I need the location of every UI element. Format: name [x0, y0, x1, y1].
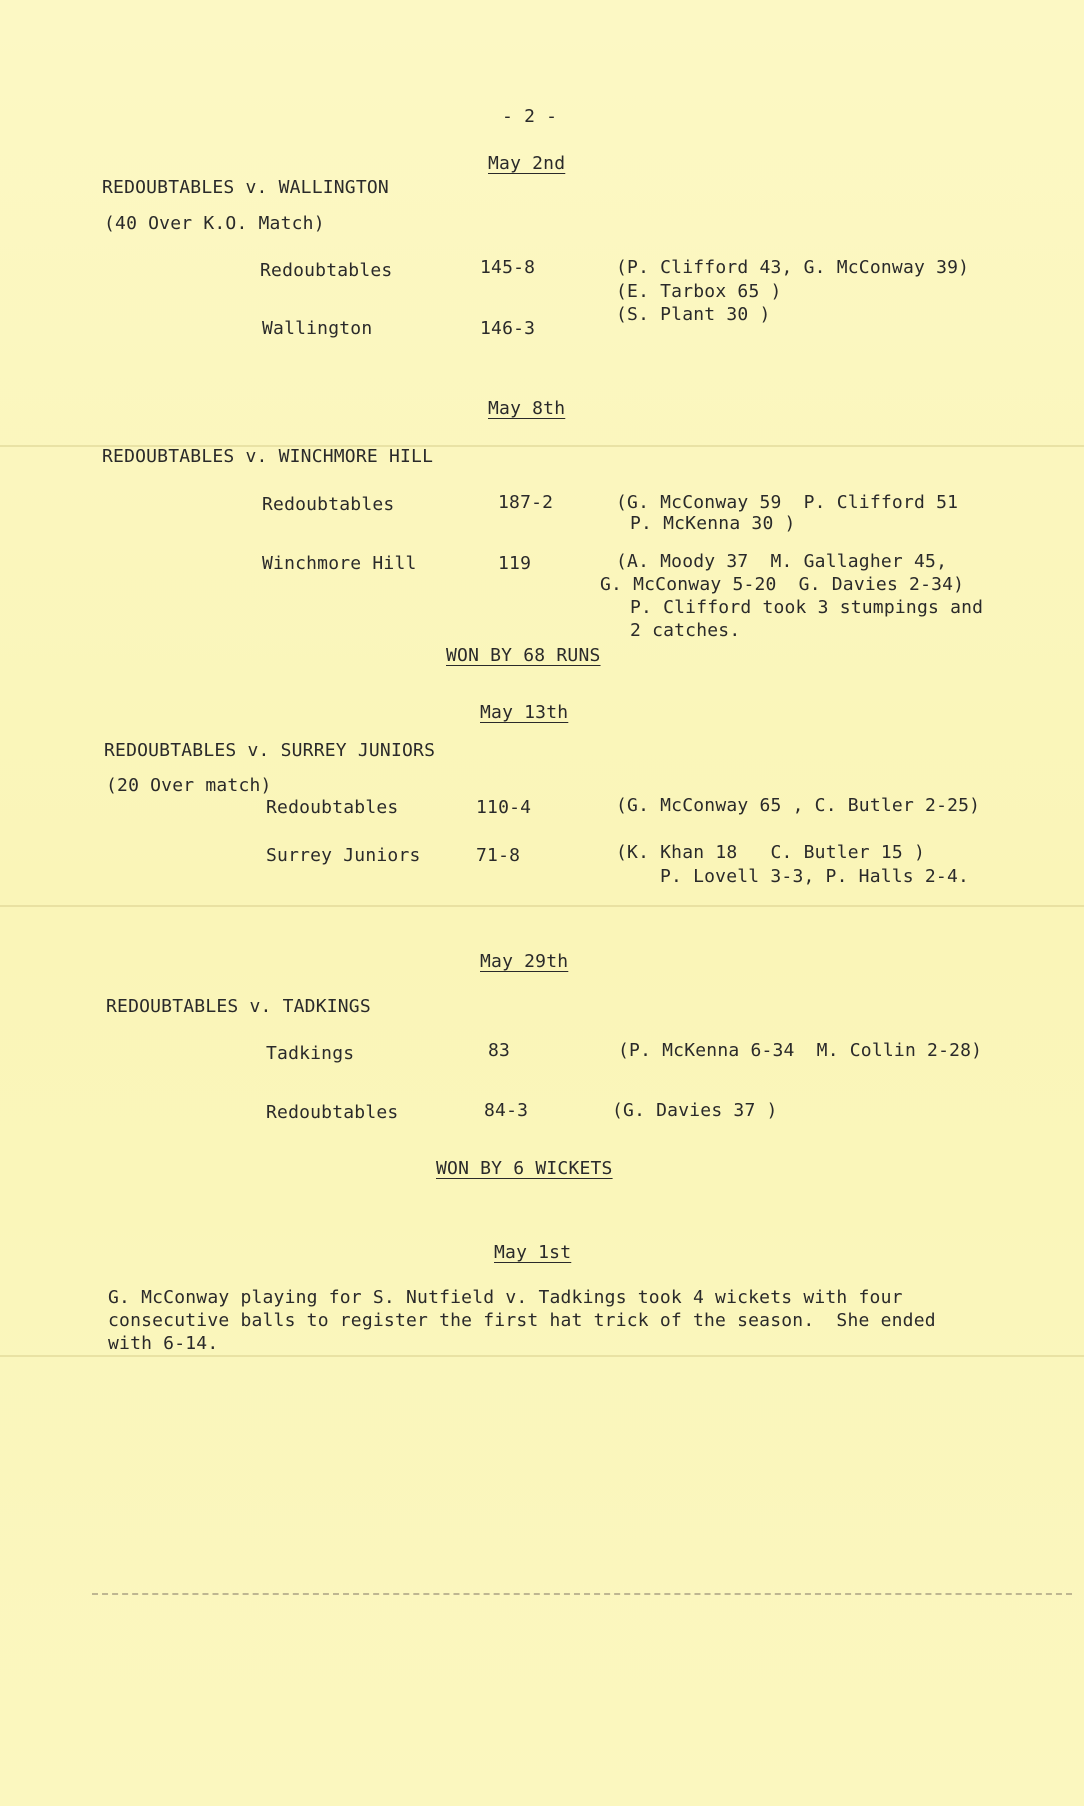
- team-name: Tadkings: [266, 1043, 355, 1064]
- match-heading: REDOUBTABLES v. WINCHMORE HILL: [102, 446, 434, 467]
- match-subheading: (40 Over K.O. Match): [104, 213, 325, 234]
- team-score: 146-3: [480, 318, 536, 339]
- match-heading: REDOUBTABLES v. SURREY JUNIORS: [104, 740, 436, 761]
- match-notes: (E. Tarbox 65 ): [616, 281, 782, 302]
- match-notes: P. Lovell 3-3, P. Halls 2-4.: [660, 866, 970, 887]
- team-score: 145-8: [480, 257, 536, 278]
- fold-line: [0, 905, 1084, 907]
- match-notes: (G. Davies 37 ): [612, 1100, 778, 1121]
- match-result: WON BY 68 RUNS: [446, 645, 601, 666]
- section-date: May 2nd: [488, 153, 566, 174]
- team-name: Redoubtables: [266, 1102, 399, 1123]
- match-notes: 2 catches.: [630, 620, 741, 641]
- match-notes: P. Clifford took 3 stumpings and: [630, 597, 984, 618]
- team-score: 71-8: [476, 845, 521, 866]
- paragraph-line: consecutive balls to register the first hat trick of the season. She ended: [108, 1310, 936, 1331]
- match-notes: (P. Clifford 43, G. McConway 39): [616, 257, 970, 278]
- section-date: May 29th: [480, 951, 569, 972]
- paragraph-line: with 6-14.: [108, 1333, 219, 1354]
- match-notes: (K. Khan 18 C. Butler 15 ): [616, 842, 926, 863]
- match-result: WON BY 6 WICKETS: [436, 1158, 613, 1179]
- match-notes: (G. McConway 65 , C. Butler 2-25): [616, 795, 981, 816]
- team-score: 187-2: [498, 492, 554, 513]
- team-score: 83: [488, 1040, 511, 1061]
- fold-line: [0, 1355, 1084, 1357]
- match-notes: (G. McConway 59 P. Clifford 51: [616, 492, 959, 513]
- match-notes: (A. Moody 37 M. Gallagher 45,: [616, 551, 948, 572]
- match-notes: (P. McKenna 6-34 M. Collin 2-28): [618, 1040, 983, 1061]
- team-score: 84-3: [484, 1100, 529, 1121]
- team-name: Surrey Juniors: [266, 845, 421, 866]
- match-heading: REDOUBTABLES v. WALLINGTON: [102, 177, 389, 198]
- match-notes: G. McConway 5-20 G. Davies 2-34): [600, 574, 965, 595]
- divider: [92, 1593, 1072, 1595]
- team-name: Wallington: [262, 318, 373, 339]
- team-name: Redoubtables: [262, 494, 395, 515]
- team-name: Redoubtables: [266, 797, 399, 818]
- team-name: Winchmore Hill: [262, 553, 417, 574]
- section-date: May 1st: [494, 1242, 572, 1263]
- page-number: - 2 -: [502, 106, 558, 127]
- match-subheading: (20 Over match): [106, 775, 272, 796]
- match-heading: REDOUBTABLES v. TADKINGS: [106, 996, 371, 1017]
- section-date: May 8th: [488, 398, 566, 419]
- match-notes: P. McKenna 30 ): [630, 513, 796, 534]
- paragraph-line: G. McConway playing for S. Nutfield v. Tadkings took 4 wickets with four: [108, 1287, 903, 1308]
- team-score: 119: [498, 553, 532, 574]
- team-score: 110-4: [476, 797, 532, 818]
- match-notes: (S. Plant 30 ): [616, 304, 771, 325]
- section-date: May 13th: [480, 702, 569, 723]
- team-name: Redoubtables: [260, 260, 393, 281]
